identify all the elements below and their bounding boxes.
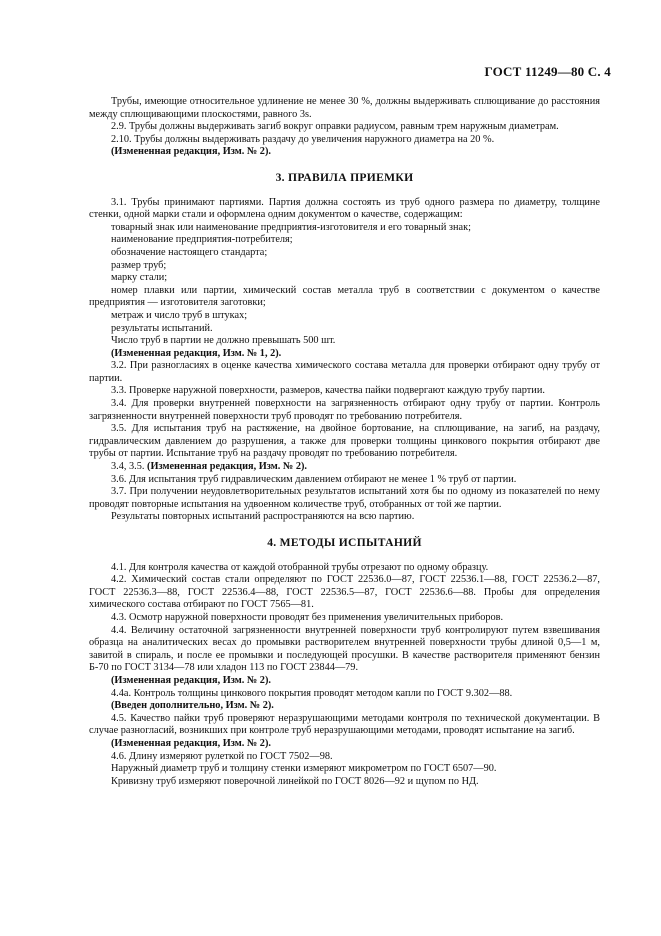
paragraph — [89, 260, 600, 273]
paragraph-text: 3.1. Трубы принимают партиями. Партия должна состоять из труб одного размера по диаметру, толщине стенки, одной марки стали и оформлена одним документом о качестве, содержащим: — [89, 196, 600, 221]
page-header: ГОСТ 11249—80 С. 4 — [484, 64, 611, 79]
paragraph-text: 3.7. При получении неудовлетворительных результатов испытаний хотя бы по одному из показателей по нему проводят повторные испытания на удвоенном количестве труб, отобранных от той же партии. — [89, 486, 600, 510]
paragraph — [89, 247, 600, 260]
paragraph — [89, 776, 600, 789]
paragraph-text: номер плавки или партии, химический состав металла труб в соответствии с документом о качестве предприятия — изготовителя заготовки; — [89, 284, 600, 309]
paragraph — [89, 222, 600, 235]
paragraph — [89, 562, 600, 575]
paragraph-text: 4.3. Осмотр наружной поверхности проводят без применения увеличительных приборов. — [111, 611, 504, 623]
paragraph-text: 2.9. Трубы должны выдерживать загиб вокруг оправки радиусом, равным трем наружным диаметрам. — [111, 121, 559, 133]
paragraph-text: 4.5. Качество пайки труб проверяют неразрушающими методами контроля по технической документации. В случае разногласий, возникших при контроле труб неразрушающими методами, проводят испытание на загиб. — [89, 712, 600, 737]
amendment-note — [89, 348, 600, 361]
paragraph-text: Трубы, имеющие относительное удлинение не менее 30 %, должны выдерживать сплющивание до расстояния между сплющивающими плоскостями, равного 3s. — [89, 96, 600, 120]
paragraph-text: (Измененная редакция, Изм. № 2). — [111, 674, 271, 686]
paragraph-text: 3.2. При разногласиях в оценке качества химического состава металла для проверки отбирают одну трубу от партии. — [89, 360, 600, 384]
paragraph — [89, 474, 600, 487]
paragraph-text: наименование предприятия-потребителя; — [111, 234, 293, 246]
paragraph — [89, 134, 600, 147]
amendment-note — [89, 146, 600, 159]
paragraph-text: 4.4а. Контроль толщины цинкового покрытия проводят методом капли по ГОСТ 9.302—88. — [111, 687, 513, 699]
paragraph — [89, 96, 600, 121]
paragraph-text: (Измененная редакция, Изм. № 2). — [111, 146, 271, 158]
paragraph — [89, 574, 600, 612]
paragraph-text: результаты испытаний. — [111, 322, 213, 334]
paragraph-text: метраж и число труб в штуках; — [111, 309, 248, 321]
paragraph-text: (Введен дополнительно, Изм. № 2). — [111, 700, 274, 712]
paragraph — [89, 121, 600, 134]
paragraph — [89, 688, 600, 701]
paragraph — [89, 234, 600, 247]
paragraph — [89, 398, 600, 423]
paragraph — [89, 360, 600, 385]
paragraph-text: 3.6. Для испытания труб гидравлическим давлением отбирают не менее 1 % труб от партии. — [111, 473, 517, 485]
amendment-note — [89, 461, 600, 474]
paragraph-text: Наружный диаметр труб и толщину стенки измеряют микрометром по ГОСТ 6507—90. — [111, 763, 497, 775]
clause-reference: 3.4, 3.5. — [111, 461, 148, 473]
section-heading: 3. ПРАВИЛА ПРИЕМКИ — [275, 170, 414, 184]
paragraph — [89, 486, 600, 511]
amendment-note — [89, 675, 600, 688]
paragraph — [89, 763, 600, 776]
paragraph-text: 3.5. Для испытания труб на растяжение, на двойное бортование, на сплющивание, на загиб, на раздачу, гидравлическим давлением до разрушения, а также для проверки толщины цинкового покрытия отбирают две трубы от партии. Испытание труб на раздачу проводят по требованию потребителя. — [89, 423, 600, 460]
paragraph-text: 3.4. Для проверки внутренней поверхности на загрязненность отбирают одну трубу от партии. Контроль загрязненности внутренней поверхности труб проводят по требованию потребителя. — [89, 398, 600, 422]
paragraph — [89, 323, 600, 336]
section-heading: 4. МЕТОДЫ ИСПЫТАНИЙ — [267, 536, 422, 549]
paragraph — [89, 625, 600, 675]
paragraph-text: Число труб в партии не должно превышать 500 шт. — [111, 335, 336, 347]
paragraph-text: 4.4. Величину остаточной загрязненности внутренней поверхности труб контролируют путем взвешивания образца на аналитических весах до промывки растворителем внутренней поверхности трубы длиной 0,5—1 м, завитой в спираль, и после ее промывки и последующей просушки. В качестве растворителя применяют бензин Б-70 по ГОСТ 3134—78 или хладон 113 по ГОСТ 23844—79. — [89, 624, 600, 674]
paragraph — [89, 310, 600, 323]
paragraph — [89, 385, 600, 398]
paragraph — [89, 197, 600, 222]
paragraph — [89, 612, 600, 625]
paragraph — [89, 335, 600, 348]
paragraph-text: 4.6. Длину измеряют рулеткой по ГОСТ 7502—98. — [111, 750, 333, 762]
paragraph — [89, 713, 600, 738]
paragraph — [89, 751, 600, 764]
paragraph-text: (Измененная редакция, Изм. № 2). — [111, 737, 271, 749]
amendment-note — [89, 700, 600, 713]
paragraph-text: (Измененная редакция, Изм. № 2). — [147, 461, 307, 473]
paragraph-text: размер труб; — [111, 259, 167, 271]
amendment-note — [89, 738, 600, 751]
paragraph-text: марку стали; — [111, 272, 168, 284]
paragraph-text: товарный знак или наименование предприятия-изготовителя и его товарный знак; — [111, 221, 471, 233]
paragraph-text: обозначение настоящего стандарта; — [111, 246, 268, 258]
paragraph-text: 2.10. Трубы должны выдерживать раздачу до увеличения наружного диаметра на 20 %. — [111, 133, 495, 145]
paragraph — [89, 285, 600, 310]
paragraph — [89, 272, 600, 285]
paragraph-text: Кривизну труб измеряют поверочной линейкой по ГОСТ 8026—92 и щупом по НД. — [111, 775, 479, 787]
paragraph-text: 3.3. Проверке наружной поверхности, размеров, качества пайки подвергают каждую трубу партии. — [111, 385, 545, 397]
paragraph-text: 4.2. Химический состав стали определяют по ГОСТ 22536.0—87, ГОСТ 22536.1—88, ГОСТ 22536.2—87, ГОСТ 22536.3—88, ГОСТ 22536.4—88, ГОСТ 22536.5—87, ГОСТ 22536.6—88. Пробы для определения химического состава отбирают по ГОСТ 7565—81. — [89, 574, 600, 611]
paragraph — [89, 423, 600, 461]
paragraph-text: 4.1. Для контроля качества от каждой отобранной трубы отрезают по одному образцу. — [111, 561, 489, 573]
paragraph-text: (Измененная редакция, Изм. № 1, 2). — [111, 347, 282, 359]
paragraph — [89, 511, 600, 524]
document-body — [89, 96, 600, 788]
paragraph-text: Результаты повторных испытаний распространяются на всю партию. — [111, 511, 415, 523]
